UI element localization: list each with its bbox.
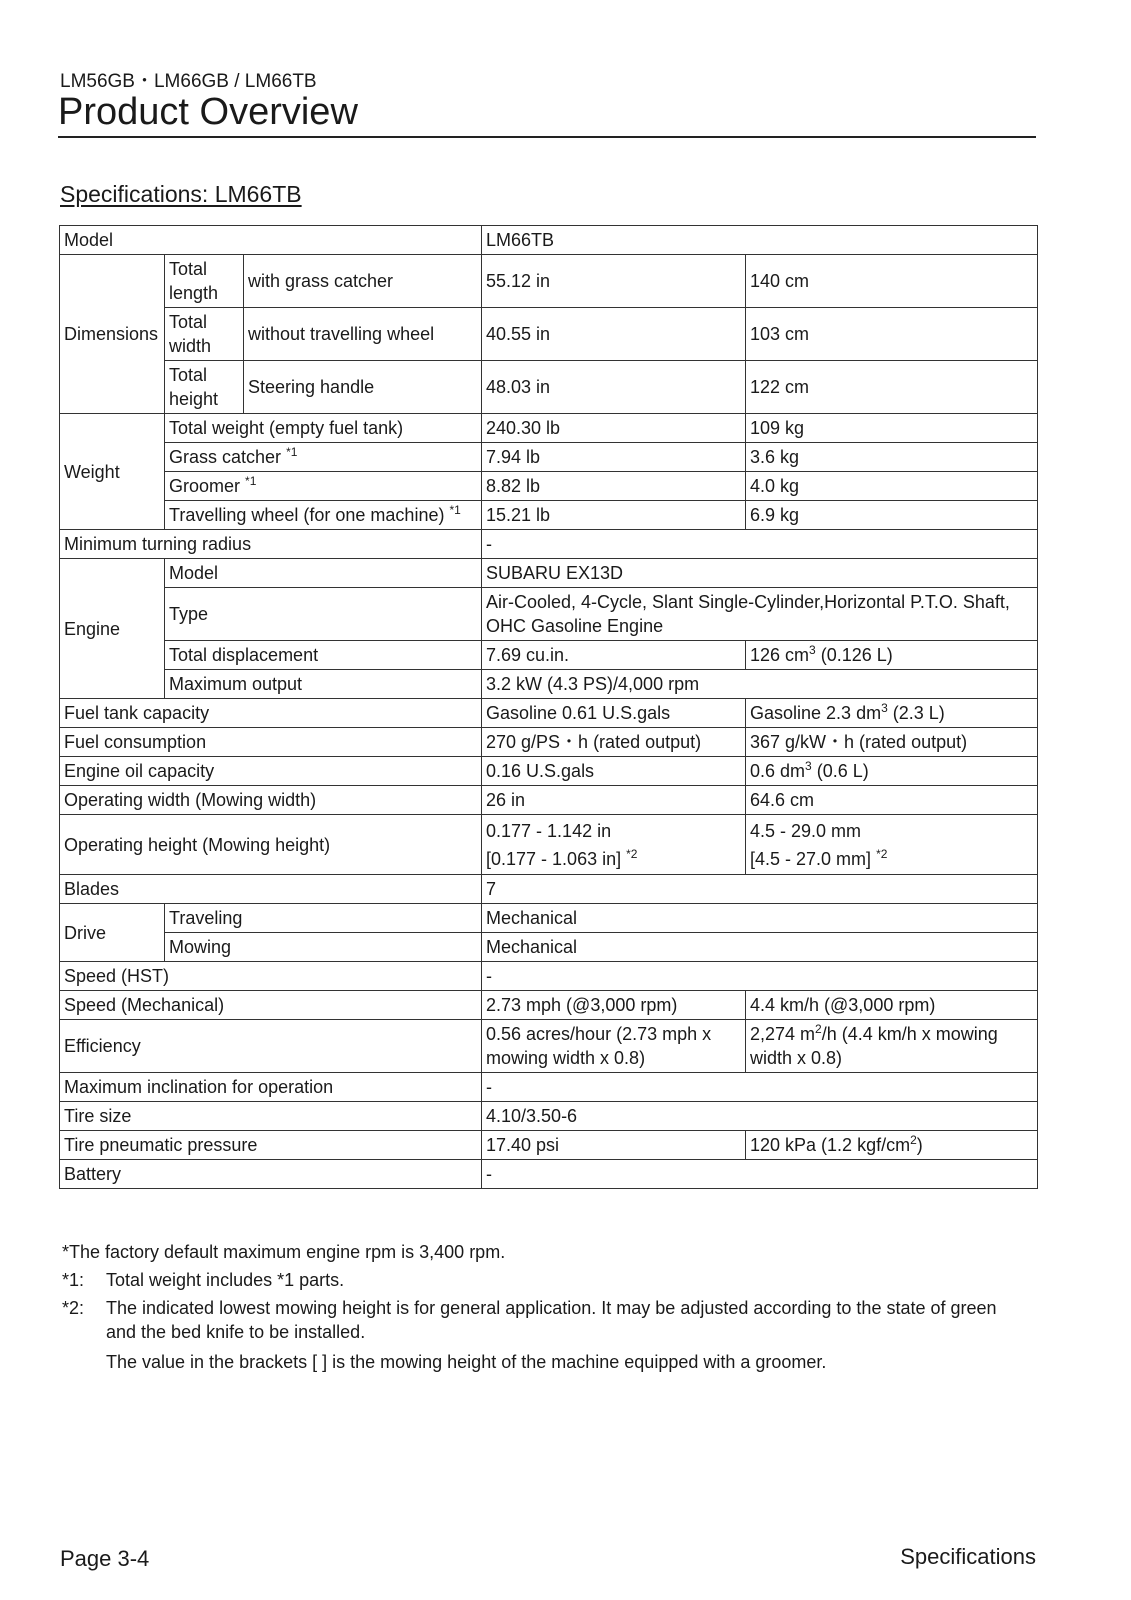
row-value: Air-Cooled, 4-Cycle, Slant Single-Cylinder,Horizontal P.T.O. Shaft, OHC Gasoline Engine <box>482 588 1038 641</box>
metric-value: 120 kPa (1.2 kgf/$cm^2$) <box>746 1131 1038 1160</box>
imperial-value: 55.12 in <box>482 255 746 308</box>
row-condition: Steering handle <box>244 361 482 414</box>
row-label: Model <box>60 226 482 255</box>
metric-value: 3.6 kg <box>746 443 1038 472</box>
row-label: Travelling wheel (for one machine) $^{*1}$ <box>165 501 482 530</box>
row-label: Total width <box>165 308 244 361</box>
table-row <box>60 226 1038 255</box>
footnote-mark: *2 <box>626 846 638 861</box>
row-label: Type <box>165 588 482 641</box>
table-row <box>60 1131 1038 1160</box>
row-label: Fuel consumption <box>60 728 482 757</box>
footnote-mark: *1 <box>449 503 461 517</box>
section-title: Specifications: LM66TB <box>60 181 302 207</box>
table-row <box>60 991 1038 1020</box>
imperial-value: 7.94 lb <box>482 443 746 472</box>
imperial-value: 0.56 acres/hour (2.73 mph x mowing width x 0.8) <box>482 1020 746 1073</box>
default-rpm-note: *The factory default maximum engine rpm is 3,400 rpm. <box>62 1242 506 1262</box>
imperial-value: 40.55 in <box>482 308 746 361</box>
row-value: - <box>482 962 1038 991</box>
metric-value: Gasoline 2.3 $dm^3$ (2.3 L) <box>746 699 1038 728</box>
row-value: LM66TB <box>482 226 1038 255</box>
row-label: Total length <box>165 255 244 308</box>
table-row <box>60 501 1038 530</box>
metric-value: 4.5 - 29.0 mm [4.5 - 27.0 mm] $^{*2}$ <box>746 815 1038 875</box>
row-label: Minimum turning radius <box>60 530 482 559</box>
row-value: Mechanical <box>482 933 1038 962</box>
row-value: 3.2 kW (4.3 PS)/4,000 rpm <box>482 670 1038 699</box>
row-value: - <box>482 530 1038 559</box>
row-value: Mechanical <box>482 904 1038 933</box>
row-label: Tire size <box>60 1102 482 1131</box>
row-value: 4.10/3.50-6 <box>482 1102 1038 1131</box>
metric-value: 140 cm <box>746 255 1038 308</box>
row-label: Total weight (empty fuel tank) <box>165 414 482 443</box>
table-row <box>60 588 1038 641</box>
group-label: Weight <box>60 414 165 530</box>
row-label: Grass catcher $^{*1}$ <box>165 443 482 472</box>
imperial-value: 7.69 cu.in. <box>482 641 746 670</box>
imperial-value: Gasoline 0.61 U.S.gals <box>482 699 746 728</box>
row-condition: with grass catcher <box>244 255 482 308</box>
metric-value: 0.6 $dm^3$ (0.6 L) <box>746 757 1038 786</box>
metric-value: 2,274 $m^2/h$ (4.4 km/h x mowing width x 0.8) <box>746 1020 1038 1073</box>
table-row <box>60 815 1038 875</box>
row-label: Maximum output <box>165 670 482 699</box>
imperial-value: 2.73 mph (@3,000 rpm) <box>482 991 746 1020</box>
page-title: Product Overview <box>58 91 358 133</box>
footnote-mark: *2: <box>62 1298 85 1318</box>
row-label: Groomer $^{*1}$ <box>165 472 482 501</box>
model-list: LM56GB・LM66GB / LM66TB <box>60 71 317 92</box>
metric-value: 126 $cm^3$ (0.126 L) <box>746 641 1038 670</box>
row-label: Model <box>165 559 482 588</box>
table-row <box>60 1102 1038 1131</box>
row-label: Total height <box>165 361 244 414</box>
row-value: SUBARU EX13D <box>482 559 1038 588</box>
metric-value: 103 cm <box>746 308 1038 361</box>
imperial-value: 48.03 in <box>482 361 746 414</box>
table-row <box>60 308 1038 361</box>
row-label: Speed (Mechanical) <box>60 991 482 1020</box>
table-row <box>60 1073 1038 1102</box>
metric-value: 367 g/kW・h (rated output) <box>746 728 1038 757</box>
row-label: Mowing <box>165 933 482 962</box>
metric-value: 122 cm <box>746 361 1038 414</box>
table-row <box>60 1020 1038 1073</box>
row-label: Operating height (Mowing height) <box>60 815 482 875</box>
row-condition: without travelling wheel <box>244 308 482 361</box>
imperial-value: 0.16 U.S.gals <box>482 757 746 786</box>
table-row <box>60 641 1038 670</box>
row-label: Total displacement <box>165 641 482 670</box>
table-row <box>60 530 1038 559</box>
table-row <box>60 361 1038 414</box>
table-row <box>60 1160 1038 1189</box>
imperial-value: 0.177 - 1.142 in [0.177 - 1.063 in] $^{*2}$ <box>482 815 746 875</box>
metric-value: 109 kg <box>746 414 1038 443</box>
footnote-2-extra: The value in the brackets [ ] is the mowing height of the machine equipped with a groomer. <box>106 1352 827 1372</box>
row-label: Battery <box>60 1160 482 1189</box>
row-value: 7 <box>482 875 1038 904</box>
table-row <box>60 757 1038 786</box>
metric-value: 64.6 cm <box>746 786 1038 815</box>
row-label: Traveling <box>165 904 482 933</box>
table-row <box>60 255 1038 308</box>
row-label: Maximum inclination for operation <box>60 1073 482 1102</box>
metric-value: 4.4 km/h (@3,000 rpm) <box>746 991 1038 1020</box>
table-row <box>60 904 1038 933</box>
footnotes <box>62 1240 1022 1374</box>
footnote-text: Total weight includes *1 parts. <box>106 1270 345 1290</box>
table-row <box>60 414 1038 443</box>
row-value: - <box>482 1160 1038 1189</box>
row-label: Operating width (Mowing width) <box>60 786 482 815</box>
imperial-value: 15.21 lb <box>482 501 746 530</box>
table-row <box>60 962 1038 991</box>
table-row <box>60 559 1038 588</box>
specifications-table <box>59 225 1038 1189</box>
row-label: Blades <box>60 875 482 904</box>
imperial-value: 240.30 lb <box>482 414 746 443</box>
imperial-value: 17.40 psi <box>482 1131 746 1160</box>
metric-value: 6.9 kg <box>746 501 1038 530</box>
row-label: Engine oil capacity <box>60 757 482 786</box>
table-row <box>60 875 1038 904</box>
table-row <box>60 472 1038 501</box>
footer-section-name: Specifications <box>900 1544 1036 1569</box>
row-label: Efficiency <box>60 1020 482 1073</box>
page-number: Page 3-4 <box>60 1546 150 1571</box>
table-row <box>60 699 1038 728</box>
table-row <box>60 670 1038 699</box>
footnote-mark: *1: <box>62 1270 85 1290</box>
footnote-mark: *1 <box>245 474 257 488</box>
footnote-1 <box>62 1268 1022 1292</box>
table-row <box>60 443 1038 472</box>
table-row <box>60 728 1038 757</box>
footnote-mark: *1 <box>286 445 298 459</box>
footnote-2 <box>62 1296 1022 1344</box>
imperial-value: 270 g/PS・h (rated output) <box>482 728 746 757</box>
footnote-text: The indicated lowest mowing height is for general application. It may be adjusted according to the state of green and the bed knife to be installed. <box>106 1298 997 1342</box>
title-divider <box>58 136 1036 138</box>
metric-value: 4.0 kg <box>746 472 1038 501</box>
row-label: Tire pneumatic pressure <box>60 1131 482 1160</box>
group-label: Dimensions <box>60 255 165 414</box>
footnote-mark: *2 <box>876 846 888 861</box>
table-row <box>60 786 1038 815</box>
row-label: Fuel tank capacity <box>60 699 482 728</box>
row-value: - <box>482 1073 1038 1102</box>
group-label: Engine <box>60 559 165 699</box>
imperial-value: 8.82 lb <box>482 472 746 501</box>
row-label: Speed (HST) <box>60 962 482 991</box>
group-label: Drive <box>60 904 165 962</box>
table-row <box>60 933 1038 962</box>
imperial-value: 26 in <box>482 786 746 815</box>
